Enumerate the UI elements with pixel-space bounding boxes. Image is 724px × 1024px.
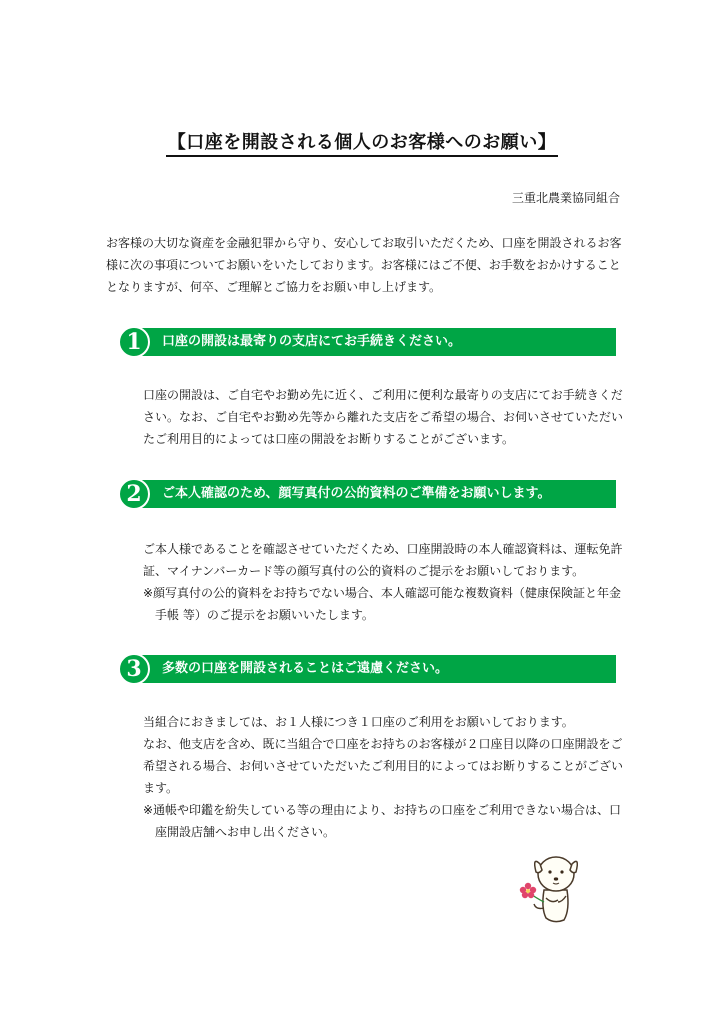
- document-title-wrap: [0, 128, 724, 157]
- section-2-paragraph: ご本人様であることを確認させていただくため、口座開設時の本人確認資料は、運転免許証、マイナンバーカード等の顔写真付の公的資料のご提示をお願いしております。: [143, 542, 623, 578]
- section-1-number: 1: [126, 329, 142, 355]
- dog-mascot-with-flower-icon: [514, 846, 594, 926]
- section-3-body: [143, 711, 623, 843]
- section-2-body: [143, 538, 623, 626]
- section-1-heading: 口座の開設は最寄りの支店にてお手続きください。: [162, 334, 462, 349]
- section-2-heading: ご本人確認のため、顔写真付の公的資料のご準備をお願いします。: [162, 486, 551, 501]
- section-2-note: ※顔写真付の公的資料をお持ちでない場合、本人確認可能な複数資料（健康保険証と年金手帳 等）のご提示をお願いいたします。: [143, 586, 621, 622]
- section-1-paragraph: 口座の開設は、ご自宅やお勤め先に近く、ご利用に便利な最寄りの支店にてお手続きください。なお、ご自宅やお勤め先等から離れた支店をご希望の場合、お伺いさせていただいたご利用目的によっては口座の開設をお断りすることがございます。: [143, 388, 624, 446]
- document-title: 【口座を開設される個人のお客様へのお願い】: [166, 128, 559, 157]
- section-2-header: [118, 478, 616, 508]
- section-2-number: 2: [126, 481, 142, 507]
- intro-text: お客様の大切な資産を金融犯罪から守り、安心してお取引いただくため、口座を開設されるお客様に次の事項についてお願いをいたしております。お客様にはご不便、お手数をおかけすることとなりますが、何卒、ご理解とご協力をお願い申し上げます。: [106, 236, 622, 294]
- section-3-number-badge: [118, 653, 150, 685]
- section-2-number-badge: [118, 478, 150, 510]
- section-1-body: [143, 384, 623, 450]
- section-1-header: [118, 326, 616, 356]
- section-3-heading: 多数の口座を開設されることはご遠慮ください。: [162, 661, 449, 676]
- organization-name: 三重北農業協同組合: [511, 191, 620, 205]
- section-3-paragraph-1: 当組合におきましては、お１人様につき１口座のご利用をお願いしております。: [143, 715, 574, 729]
- section-3-header: [118, 653, 616, 683]
- section-3-paragraph-2: なお、他支店を含め、既に当組合で口座をお持ちのお客様が２口座目以降の口座開設をご希望される場合、お伺いさせていただいたご利用目的によってはお断りすることがございます。: [143, 737, 624, 795]
- section-1-number-badge: [118, 326, 150, 358]
- section-3-note: ※通帳や印鑑を紛失している等の理由により、お持ちの口座をご利用できない場合は、口座開設店舗へお申し出ください。: [143, 803, 622, 839]
- section-3-number: 3: [126, 656, 142, 682]
